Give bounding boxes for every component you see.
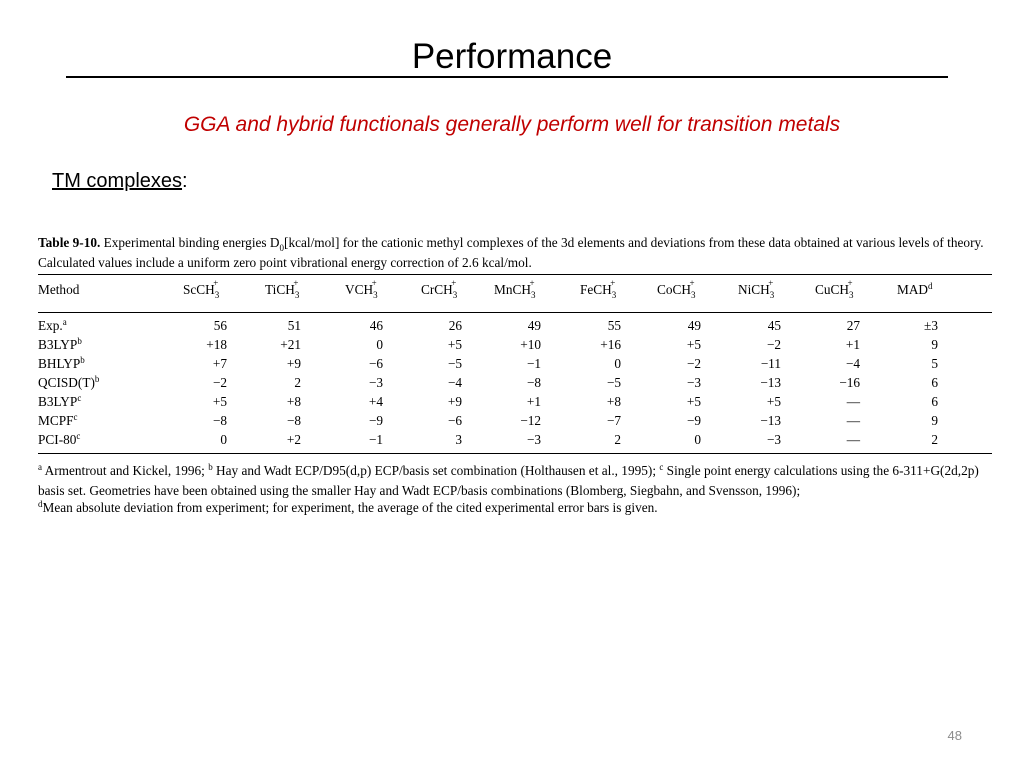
method-footnote-mark: c	[77, 393, 82, 403]
table-value-cell: +5	[686, 337, 701, 352]
table-value-cell: 0	[614, 356, 621, 371]
table-value-cell: +18	[206, 337, 227, 352]
table-header-superscript: +	[529, 278, 535, 288]
table-value-cell: −16	[839, 375, 860, 390]
table-value-cell: −6	[447, 413, 462, 428]
table-value-cell: +8	[286, 394, 301, 409]
method-name: QCISD(T)	[38, 375, 95, 390]
table-value-cell: −7	[606, 413, 621, 428]
table-value-cell: 49	[527, 318, 541, 333]
table-value-cell: +8	[606, 394, 621, 409]
table-value-cell: 5	[931, 356, 938, 371]
table-header-row	[0, 278, 1024, 304]
title-underline	[66, 76, 948, 78]
table-header-superscript: +	[847, 278, 853, 288]
table-header-label: NiCH	[738, 282, 770, 297]
table-header-label: MAD	[897, 282, 929, 297]
page-number: 48	[947, 728, 962, 743]
table-value-cell: +9	[447, 394, 462, 409]
table-bottom-rule	[38, 453, 992, 454]
table-value-cell: −3	[766, 432, 781, 447]
table-row	[0, 411, 1024, 430]
table-value-cell: 45	[767, 318, 781, 333]
section-label	[52, 168, 188, 194]
table-caption-text-1: Experimental binding energies D	[100, 235, 280, 250]
footnote-text-b: Hay and Wadt ECP/D95(d,p) ECP/basis set combination (Holthausen et al., 1995);	[212, 463, 660, 478]
table-header-subscript: 3	[530, 290, 536, 300]
table-header-cell	[183, 278, 220, 300]
table-value-cell: 0	[376, 337, 383, 352]
table-value-cell: +1	[845, 337, 860, 352]
section-label-colon: :	[182, 170, 188, 192]
table-header-superscript: +	[768, 278, 774, 288]
table-value-cell: +2	[286, 432, 301, 447]
table-value-cell: 6	[931, 375, 938, 390]
table-value-cell: −5	[447, 356, 462, 371]
table-header-cell	[38, 282, 79, 298]
method-name: Exp.	[38, 318, 63, 333]
table-row	[0, 430, 1024, 449]
table-header-label: FeCH	[580, 282, 612, 297]
table-value-cell: −4	[845, 356, 860, 371]
table-method-cell	[38, 430, 80, 451]
table-value-cell: −13	[760, 375, 781, 390]
table-header-cell	[815, 278, 854, 300]
table-value-cell: 51	[287, 318, 301, 333]
table-value-cell: ±3	[924, 318, 938, 333]
table-value-cell: 2	[294, 375, 301, 390]
table-value-cell: —	[846, 394, 860, 409]
table-value-cell: −13	[760, 413, 781, 428]
table-value-cell: −2	[212, 375, 227, 390]
table-method-cell	[38, 316, 67, 337]
table-caption-subscript: 0	[279, 243, 285, 253]
table-row	[0, 373, 1024, 392]
table-value-cell: 9	[931, 337, 938, 352]
table-header-label: Method	[38, 282, 80, 297]
table-method-cell	[38, 373, 99, 394]
table-value-cell: −6	[368, 356, 383, 371]
table-value-cell: −8	[286, 413, 301, 428]
table-header-subscript: 3	[294, 290, 300, 300]
table-header-subscript: 3	[452, 290, 458, 300]
method-name: MCPF	[38, 413, 74, 428]
table-value-cell: −8	[212, 413, 227, 428]
table-value-cell: −8	[526, 375, 541, 390]
table-value-cell: —	[846, 432, 860, 447]
section-label-text: TM complexes	[52, 170, 183, 192]
table-value-cell: −1	[526, 356, 541, 371]
table-header-subscript: 3	[849, 290, 854, 300]
slide-title: Performance	[411, 37, 613, 76]
table-header-superscript: +	[371, 278, 377, 288]
table-footnote	[38, 462, 996, 519]
table-header-cell	[494, 278, 536, 300]
table-value-cell: 0	[694, 432, 701, 447]
table-header-superscript: +	[293, 278, 299, 288]
table-row	[0, 316, 1024, 335]
table-value-cell: −12	[520, 413, 541, 428]
table-value-cell: −3	[686, 375, 701, 390]
method-footnote-mark: b	[80, 355, 85, 365]
table-header-cell	[897, 282, 933, 298]
table-value-cell: +5	[766, 394, 781, 409]
table-value-cell: 9	[931, 413, 938, 428]
table-method-cell	[38, 411, 77, 432]
table-top-rule	[38, 274, 992, 275]
table-header-label: TiCH	[265, 282, 295, 297]
table-value-cell: −3	[368, 375, 383, 390]
method-name: PCI-80	[38, 432, 77, 447]
table-header-cell	[738, 278, 775, 300]
table-header-label: ScCH	[183, 282, 215, 297]
table-header-subscript: 3	[373, 290, 378, 300]
table-value-cell: +16	[600, 337, 621, 352]
method-name: B3LYP	[38, 337, 78, 352]
table-value-cell: +7	[212, 356, 227, 371]
table-value-cell: −3	[526, 432, 541, 447]
table-value-cell: +21	[280, 337, 301, 352]
table-value-cell: 56	[213, 318, 227, 333]
table-value-cell: +10	[520, 337, 541, 352]
table-method-cell	[38, 335, 82, 356]
table-value-cell: —	[846, 413, 860, 428]
table-value-cell: +1	[526, 394, 541, 409]
table-header-cell	[265, 278, 300, 300]
table-header-label: MnCH	[494, 282, 531, 297]
table-header-subscript: 3	[691, 290, 696, 300]
table-header-label: VCH	[345, 282, 374, 297]
table-value-cell: +5	[212, 394, 227, 409]
table-value-cell: 0	[220, 432, 227, 447]
table-caption	[38, 234, 996, 271]
method-footnote-mark: c	[73, 412, 78, 422]
table-method-cell	[38, 392, 81, 413]
footnote-text-a: Armentrout and Kickel, 1996;	[42, 463, 209, 478]
table-caption-text-2: [kcal/mol] for the cationic methyl complexes of the 3d elements and deviations from these data obtained at various levels of theory. Calculated values include a uniform zero point vibrational energy correction of 2.6 kcal/mol.	[38, 235, 984, 270]
table-header-cell	[580, 278, 617, 300]
table-value-cell: 6	[931, 394, 938, 409]
table-header-label: CrCH	[421, 282, 453, 297]
table-caption-number: Table 9-10.	[38, 235, 101, 250]
method-footnote-mark: b	[77, 336, 82, 346]
table-header-label: CuCH	[815, 282, 849, 297]
table-value-cell: 2	[931, 432, 938, 447]
table-value-cell: 55	[607, 318, 621, 333]
table-value-cell: −9	[368, 413, 383, 428]
table-header-superscript: d	[928, 281, 933, 291]
table-row	[0, 335, 1024, 354]
table-header-superscript: +	[689, 278, 695, 288]
table-value-cell: −4	[447, 375, 462, 390]
method-footnote-mark: b	[94, 374, 100, 384]
table-header-rule	[38, 312, 992, 313]
table-header-cell	[345, 278, 378, 300]
table-method-cell	[38, 354, 85, 375]
table-value-cell: 2	[614, 432, 621, 447]
table-value-cell: 26	[448, 318, 462, 333]
table-value-cell: −1	[368, 432, 383, 447]
table-header-subscript: 3	[611, 290, 617, 300]
table-value-cell: +4	[368, 394, 383, 409]
table-value-cell: 3	[455, 432, 462, 447]
table-row	[0, 354, 1024, 373]
table-value-cell: +9	[286, 356, 301, 371]
table-header-superscript: +	[213, 278, 219, 288]
table-value-cell: 46	[369, 318, 383, 333]
table-value-cell: −5	[606, 375, 621, 390]
footnote-mark-a: a	[38, 462, 42, 472]
method-footnote-mark: a	[62, 317, 67, 327]
table-value-cell: +5	[447, 337, 462, 352]
table-header-cell	[421, 278, 458, 300]
footnote-text-c: Single point energy calculations using the 6-311+G(2d,2p) basis set. Geometries have been obtained using the smaller Hay and Wadt ECP/basis combinations (Blomberg, Siegbahn, and Svensson, 1996);	[38, 463, 979, 498]
table-value-cell: +5	[686, 394, 701, 409]
table-value-cell: −9	[686, 413, 701, 428]
table-header-cell	[657, 278, 696, 300]
table-value-cell: −11	[760, 356, 781, 371]
table-header-superscript: +	[451, 278, 457, 288]
table-header-subscript: 3	[769, 290, 775, 300]
slide-subtitle: GGA and hybrid functionals generally perform well for transition metals	[183, 113, 841, 136]
table-row	[0, 392, 1024, 411]
footnote-mark-d: d	[38, 499, 43, 509]
method-footnote-mark: c	[76, 431, 81, 441]
method-name: B3LYP	[38, 394, 78, 409]
footnote-mark-c: c	[659, 462, 664, 472]
table-value-cell: −2	[686, 356, 701, 371]
table-value-cell: −2	[766, 337, 781, 352]
table-header-subscript: 3	[214, 290, 220, 300]
table-header-label: CoCH	[657, 282, 691, 297]
table-value-cell: 49	[687, 318, 701, 333]
method-name: BHLYP	[38, 356, 81, 371]
footnote-text-d: Mean absolute deviation from experiment; for experiment, the average of the cited experimental error bars is given.	[42, 500, 658, 515]
table-value-cell: 27	[846, 318, 860, 333]
footnote-mark-b: b	[208, 462, 213, 472]
table-header-superscript: +	[610, 278, 616, 288]
